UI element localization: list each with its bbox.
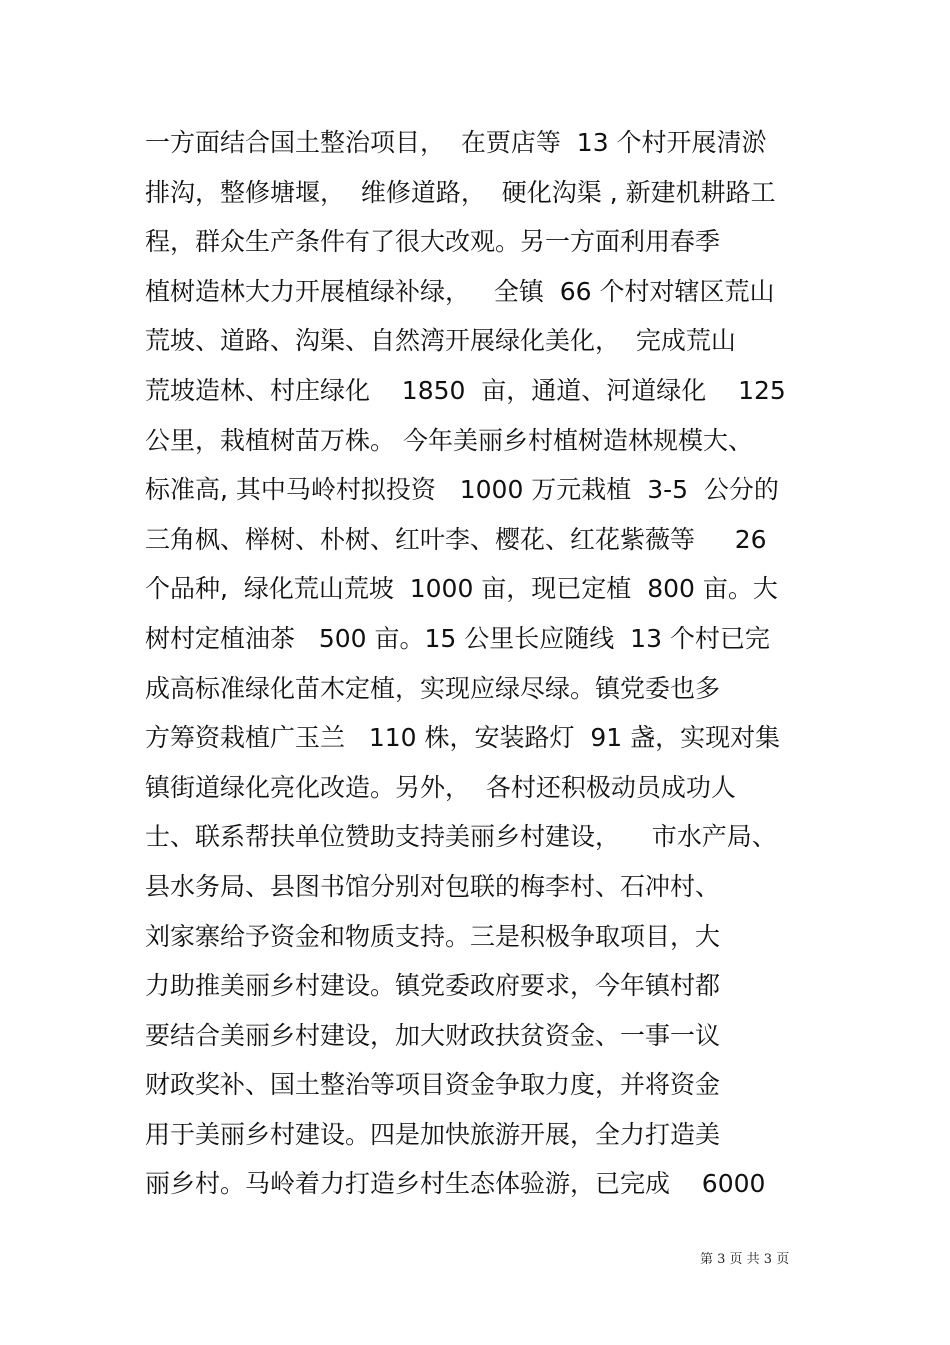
text-line: 财政奖补、国土整治等项目资金争取力度，并将资金 [145, 1070, 721, 1100]
text-line: 树村定植油茶 500 亩。15 公里长应随线 13 个村已完 [145, 623, 770, 653]
text-line: 丽乡村。马岭着力打造乡村生态体验游，已完成 6000 [145, 1169, 766, 1199]
text-line: 用于美丽乡村建设。四是加快旅游开展，全力打造美 [145, 1119, 721, 1149]
text-line: 县水务局、县图书馆分别对包联的梅李村、石冲村、 [145, 871, 721, 901]
text-line: 士、联系帮扶单位赞助支持美丽乡村建设， 市水产局、 [145, 822, 777, 852]
text-line: 要结合美丽乡村建设，加大财政扶贫资金、一事一议 [145, 1020, 721, 1050]
body-text [145, 118, 825, 1209]
text-line: 成高标准绿化苗木定植，实现应绿尽绿。镇党委也多 [145, 673, 721, 703]
text-line: 镇街道绿化亮化改造。另外， 各村还积极动员成功人 [145, 772, 736, 802]
text-line: 荒坡、道路、沟渠、自然湾开展绿化美化， 完成荒山 [145, 326, 736, 356]
text-line: 个品种, 绿化荒山荒坡 1000 亩，现已定植 800 亩。大 [145, 574, 778, 604]
page-number-footer: 第 3 页 共 3 页 [700, 1252, 790, 1267]
text-line: 植树造林大力开展植绿补绿， 全镇 66 个村对辖区荒山 [145, 276, 775, 306]
text-line: 公里，栽植树苗万株。 今年美丽乡村植树造林规模大、 [145, 425, 753, 455]
text-line: 方筹资栽植广玉兰 110 株，安装路灯 91 盏，实现对集 [145, 723, 781, 753]
text-line: 标准高, 其中马岭村拟投资 1000 万元栽植 3-5 公分的 [145, 475, 779, 505]
text-line: 程，群众生产条件有了很大改观。另一方面利用春季 [145, 227, 721, 257]
text-line: 荒坡造林、村庄绿化 1850 亩，通道、河道绿化 125 [145, 375, 786, 405]
text-line: 一方面结合国土整治项目， 在贾店等 13 个村开展清淤 [145, 128, 767, 157]
text-line: 排沟，整修塘堰， 维修道路， 硬化沟渠 , 新建机耕路工 [145, 177, 776, 207]
text-line: 力助推美丽乡村建设。镇党委政府要求，今年镇村都 [145, 971, 721, 1001]
text-line: 刘家寨给予资金和物质支持。三是积极争取项目，大 [145, 921, 721, 951]
text-line: 三角枫、榉树、朴树、红叶李、樱花、红花紫薇等 26 [145, 524, 767, 554]
